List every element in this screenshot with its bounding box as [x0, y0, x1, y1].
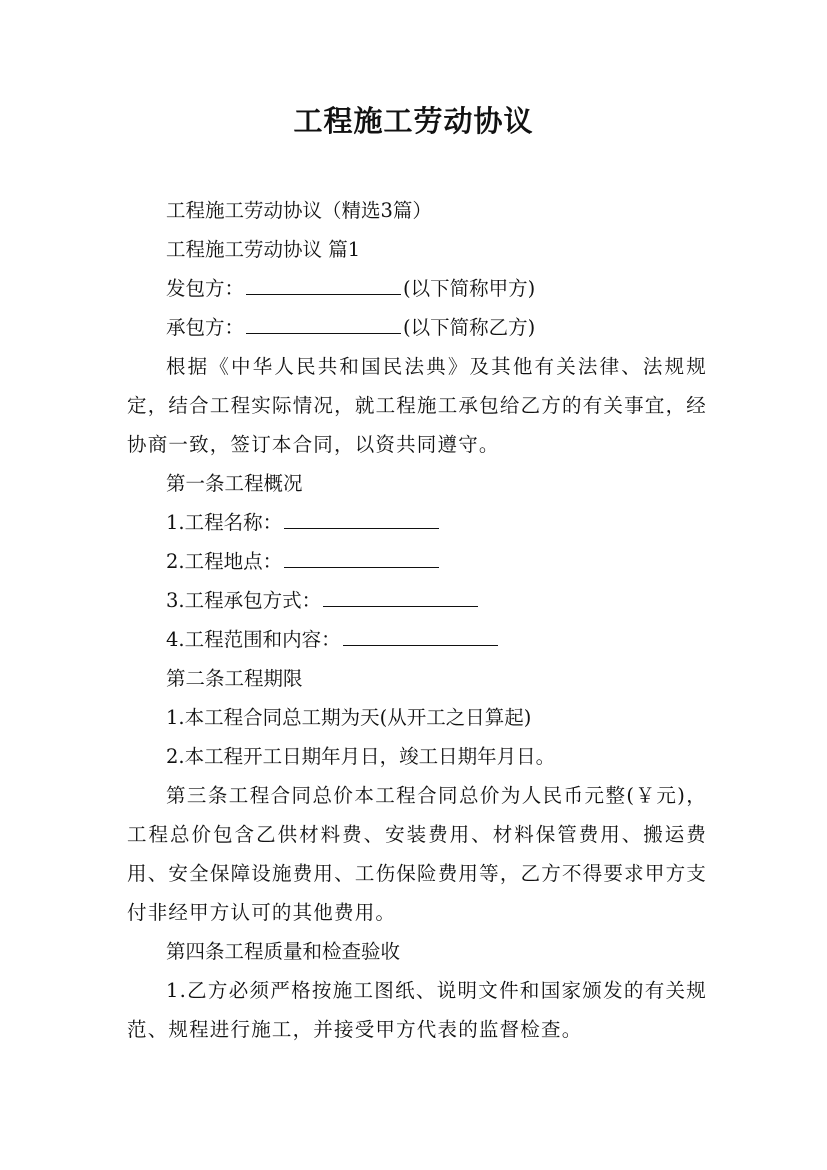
- party-a-line: [127, 269, 707, 308]
- preamble-paragraph: 根据《中华人民共和国民法典》及其他有关法律、法规规定，结合工程实际情况，就工程施工承包给乙方的有关事宜，经协商一致，签订本合同，以资共同遵守。: [127, 355, 707, 456]
- project-location-blank: [284, 566, 439, 568]
- contract-method-label: 3.工程承包方式：: [166, 589, 322, 612]
- contract-method-blank: [323, 605, 478, 607]
- project-scope-line: [127, 620, 707, 659]
- article-1-heading: 第一条工程概况: [166, 472, 303, 495]
- project-location-label: 2.工程地点：: [166, 550, 283, 573]
- project-name-line: [127, 503, 707, 542]
- article-2-heading: 第二条工程期限: [166, 667, 303, 690]
- project-scope-blank: [343, 644, 498, 646]
- party-b-note: (以下简称乙方): [403, 316, 536, 339]
- total-duration-line: 1.本工程合同总工期为天(从开工之日算起): [166, 706, 532, 729]
- party-b-label: 承包方：: [166, 316, 245, 339]
- party-a-label: 发包方：: [166, 277, 245, 300]
- start-end-date-line: 2.本工程开工日期年月日，竣工日期年月日。: [166, 745, 556, 768]
- article-3-paragraph: 第三条工程合同总价本工程合同总价为人民币元整(￥元)，工程总价包含乙供材料费、安装费用、材料保管费用、搬运费用、安全保障设施费用、工伤保险费用等，乙方不得要求甲方支付非经甲方认可的其他费用。: [127, 784, 707, 924]
- contract-method-line: [127, 581, 707, 620]
- document-body: [127, 191, 707, 1049]
- document-title: 工程施工劳动协议: [293, 104, 534, 138]
- quality-requirement-paragraph: 1.乙方必须严格按施工图纸、说明文件和国家颁发的有关规范、规程进行施工，并接受甲方代表的监督检查。: [127, 979, 707, 1041]
- party-b-line: [127, 308, 707, 347]
- party-a-blank: [246, 293, 401, 295]
- section-heading: 工程施工劳动协议 篇1: [166, 238, 361, 261]
- project-name-blank: [284, 527, 439, 529]
- party-a-note: (以下简称甲方): [403, 277, 536, 300]
- project-location-line: [127, 542, 707, 581]
- project-name-label: 1.工程名称：: [166, 511, 283, 534]
- project-scope-label: 4.工程范围和内容：: [166, 628, 341, 651]
- party-b-blank: [246, 332, 401, 334]
- article-4-heading: 第四条工程质量和检查验收: [166, 940, 401, 963]
- doc-subtitle: 工程施工劳动协议（精选3篇）: [166, 199, 432, 222]
